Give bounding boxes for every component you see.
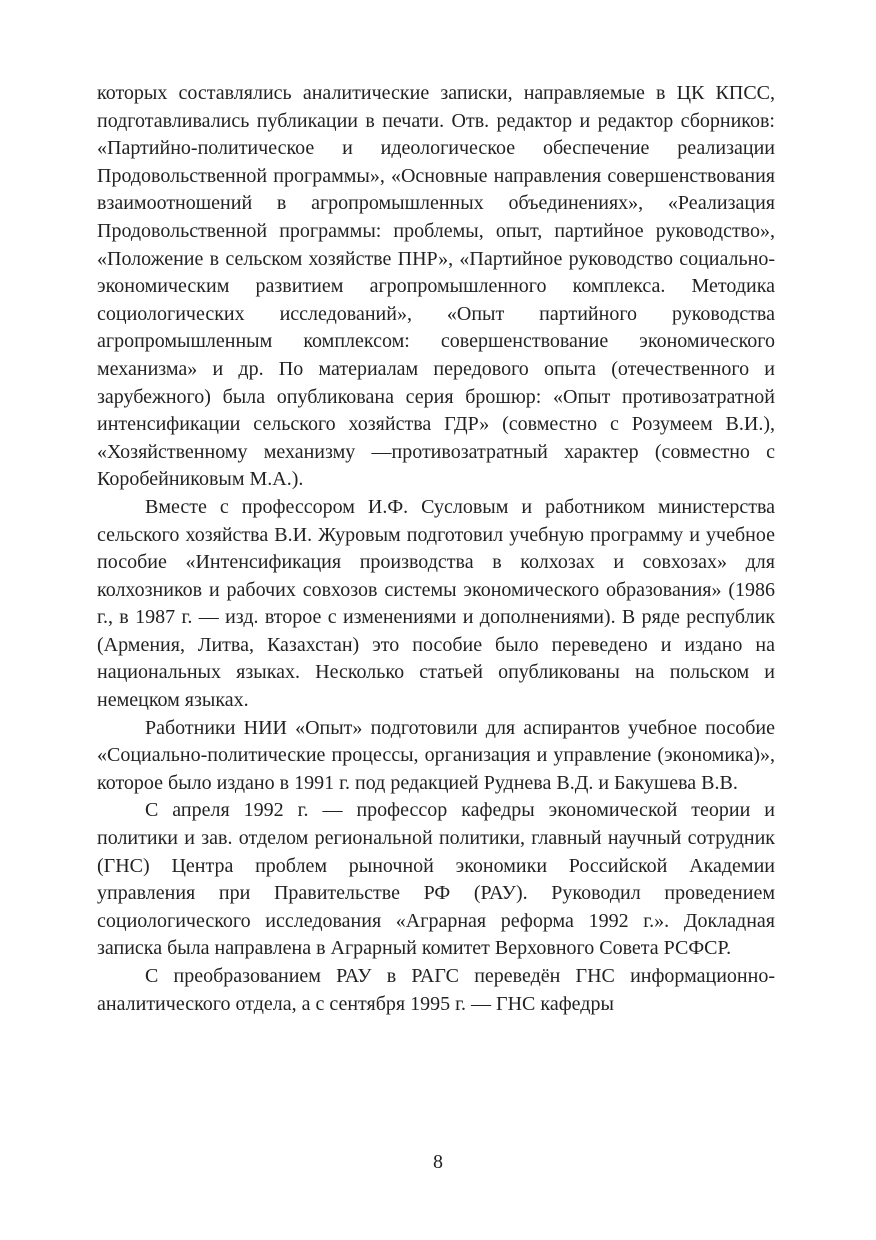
paragraph-nii-opyt: Работники НИИ «Опыт» подготовили для аспирантов учебное пособие «Социально-политические процессы, организация и управление (экономика)», которое было издано в 1991 г. под редакцией Руднева В.Д. и Бакушева В.В.: [97, 716, 775, 794]
paragraph-rau-1992: С апреля 1992 г. — профессор кафедры экономической теории и политики и зав. отделом региональной политики, главный научный сотрудник (ГНС) Центра проблем рыночной экономики Российской Академии управления при Правительстве РФ (РАУ). Руководил проведением социологического исследования «Аграрная реформа 1992 г.». Докладная записка была направлена в Аграрный комитет Верховного Совета РСФСР.: [97, 799, 775, 960]
document-page: [97, 80, 775, 1018]
paragraph-suslov-textbook: Вместе с профессором И.Ф. Сусловым и работником министерства сельского хозяйства В.И. Журовым подготовил учебную программу и учебное пособие «Интенсификация производства в колхозах и совхозах» для колхозников и рабочих совхозов системы экономического образования» (1986 г., в 1987 г. — изд. второе с изменениями и дополнениями). В ряде республик (Армения, Литва, Казахстан) это пособие было переведено и издано на национальных языках. Несколько статьей опубликованы на польском и немецком языках.: [97, 495, 775, 712]
page-number: 8: [433, 1151, 443, 1173]
paragraph-rags: С преобразованием РАУ в РАГС переведён ГНС информационно-аналитического отдела, а с сентября 1995 г. — ГНС кафедры: [97, 965, 775, 1015]
paragraph-continuation: которых составлялись аналитические записки, направляемые в ЦК КПСС, подготавливались публикации в печати. Отв. редактор и редактор сборников: «Партийно-политическое и идеологическое обеспечение реализации Продовольственной программы», «Основные направления совершенствования взаимоотношений в агропромышленных объединениях», «Реализация Продовольственной программы: проблемы, опыт, партийное руководство», «Положение в сельском хозяйстве ПНР», «Партийное руководство социально-экономическим развитием агропромышленного комплекса. Методика социологических исследований», «Опыт партийного руководства агропромышленным комплексом: совершенствование экономического механизма» и др. По материалам передового опыта (отечественного и зарубежного) была опубликована серия брошюр: «Опыт противозатратной интенсификации сельского хозяйства ГДР» (совместно с Розумеем В.И.), «Хозяйственному механизму —противозатратный характер (совместно с Коробейниковым М.А.).: [97, 82, 775, 491]
